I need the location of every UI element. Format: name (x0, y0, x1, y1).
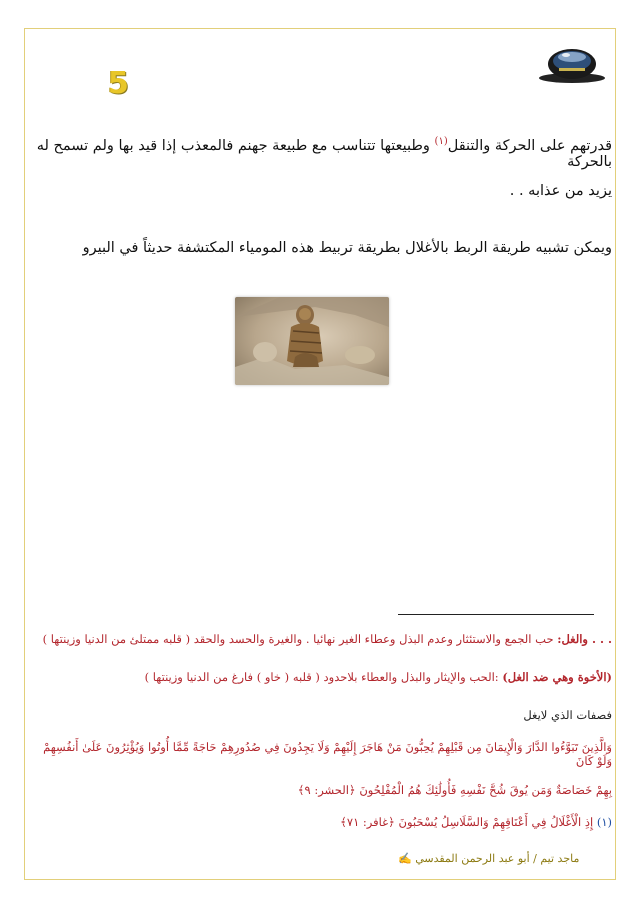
footnote-term-ghill: . . . والغل: (557, 632, 612, 646)
body-paragraph-1-line-2: يزيد من عذابه . . (509, 183, 612, 199)
footnote-term-ukhuwwa: (الأخوة وهي ضد الغل) (502, 670, 612, 684)
quran-verse-hashr-line-2: بِهِمْ خَصَاصَةٌ وَمَن يُوقَ شُحَّ نَفْسِهِ فَأُولَٰئِكَ هُمُ الْمُفْلِحُونَ ﴿الحشر: ٩﴾ (297, 783, 612, 797)
body-paragraph-2: ويمكن تشبيه طريقة الربط بالأغلال بطريقة تربيط هذه المومياء المكتشفة حديثاً في البيرو (82, 240, 612, 256)
footnote-separator (398, 614, 594, 615)
footnote-heading: فصفات الذي لايغل (523, 708, 612, 722)
quran-verse-ghafir-text: إِذِ الْأَغْلَالُ فِي أَعْنَاقِهِمْ وَالسَّلَاسِلُ يُسْحَبُونَ ﴿غافر: ٧١﴾ (340, 815, 594, 829)
footnote-reference[interactable]: (١) (434, 136, 448, 147)
pen-icon: ✍ (398, 852, 412, 865)
body-paragraph-1 (0, 136, 612, 170)
author-name: ماجد تيم / أبو عبد الرحمن المقدسي (415, 852, 580, 865)
quran-verse-hashr-line-1: وَالَّذِينَ تَبَوَّءُوا الدَّارَ وَالْإِيمَانَ مِن قَبْلِهِمْ يُحِبُّونَ مَنْ هَاجَرَ إِلَيْهِمْ وَلَا يَجِدُونَ فِي صُدُورِهِمْ حَاجَةً مِّمَّا أُوتُوا وَيُؤْثِرُونَ عَلَىٰ أَنفُسِهِمْ وَلَوْ كَانَ (43, 740, 612, 768)
glass-sphere-logo-icon (537, 42, 607, 84)
body-text-1a: قدرتهم على الحركة والتنقل (447, 137, 612, 154)
footnote-line-2 (145, 670, 612, 684)
footnote-number: (١) (596, 815, 612, 829)
body-text-1b: وطبيعتها تتناسب مع طبيعة جهنم فالمعذب إذا قيد بها ولم تسمح له بالحركة (36, 137, 612, 170)
page-number: 5 (108, 66, 129, 101)
author-signature (398, 852, 579, 865)
quran-verse-ghafir (340, 815, 612, 829)
mummy-photo (235, 297, 389, 385)
footnote-definition-2: :الحب والإيثار والبذل والعطاء بلاحدود ( قلبه ( خاو ) فارغ من الدنيا وزينتها ) (144, 670, 499, 684)
footnote-definition-1: حب الجمع والاستئثار وعدم البذل وعطاء الغير نهائيا . والغيرة والحسد والحقد ( قلبه ممتلئ من الدنيا وزينتها ) (42, 632, 554, 646)
footnote-line-1 (43, 632, 612, 646)
